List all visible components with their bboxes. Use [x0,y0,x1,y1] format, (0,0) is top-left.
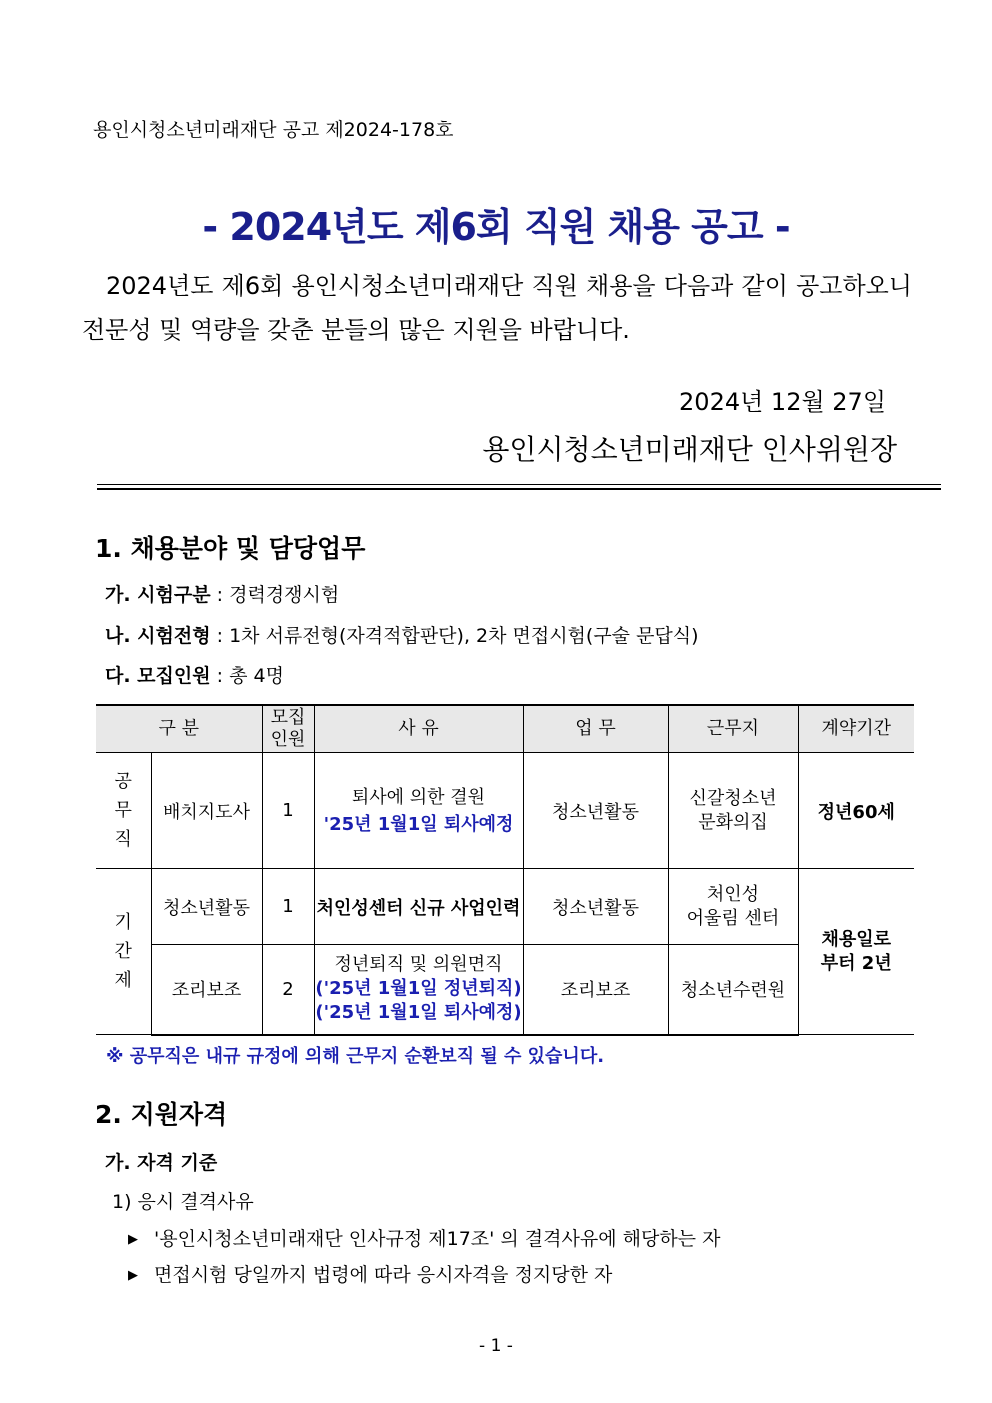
exam-process-value: : 1차 서류전형(자격적합판단), 2차 면접시험(구술 문답식) [210,625,699,647]
header-duty: 업 무 [523,705,668,753]
page-number: - 1 - [479,1336,513,1356]
exam-type-value: : 경력경쟁시험 [210,584,340,606]
table-row [96,945,914,1035]
duty-cell: 조리보조 [523,945,668,1035]
header-location: 근무지 [668,705,798,753]
intro-paragraph: 2024년도 제6회 용인시청소년미래재단 직원 채용을 다음과 같이 공고하오니 전문성 및 역량을 갖춘 분들의 많은 지원을 바랍니다. [82,272,912,344]
recruit-count-label: 다. 모집인원 [105,665,211,687]
group-type-permanent: 공 무 직 [96,753,151,869]
qualification-subtitle: 가. 자격 기준 [105,1152,218,1174]
recruit-count-value: : 총 4명 [210,665,284,687]
position-cell: 조리보조 [151,945,262,1035]
location-cell: 청소년수련원 [668,945,798,1035]
exam-process-label: 나. 시험전형 [105,625,211,647]
exam-type-label: 가. 시험구분 [105,584,211,606]
position-cell: 배치지도사 [151,753,262,869]
header-reason: 사 유 [314,705,523,753]
header-category: 구 분 [96,705,262,753]
contract-cell: 정년60세 [798,753,914,869]
header-divider-thin [97,484,941,485]
triangle-bullet-icon: ▶ [128,1232,138,1247]
exam-type-item [105,580,339,607]
table-header-row [96,705,914,753]
notice-signer: 용인시청소년미래재단 인사위원장 [482,433,897,466]
location-cell: 신갈청소년 문화의집 [668,753,798,869]
header-divider-thick [97,488,941,490]
duty-cell: 청소년활동 [523,753,668,869]
disqualification-heading: 1) 응시 결격사유 [112,1191,254,1213]
count-cell: 1 [262,869,314,945]
recruit-count-item [105,661,284,688]
header-count: 모집 인원 [262,705,314,753]
section1-title: 1. 채용분야 및 담당업무 [95,534,366,563]
table-row [96,753,914,869]
recruitment-table [96,704,914,1036]
list-item: ▶ 면접시험 당일까지 법령에 따라 응시자격을 정지당한 자 [128,1264,613,1286]
position-cell: 청소년활동 [151,869,262,945]
duty-cell: 청소년활동 [523,869,668,945]
table-row [96,869,914,945]
section2-title: 2. 지원자격 [95,1100,228,1129]
triangle-bullet-icon: ▶ [128,1268,138,1283]
reason-cell: 정년퇴직 및 의원면직 ('25년 1월1일 정년퇴직) ('25년 1월1일 퇴사예정) [314,945,523,1035]
reason-cell: 처인성센터 신규 사업인력 [314,869,523,945]
notice-number: 용인시청소년미래재단 공고 제2024-178호 [93,119,454,141]
contract-cell: 채용일로 부터 2년 [798,869,914,1035]
count-cell: 2 [262,945,314,1035]
notice-date: 2024년 12월 27일 [679,388,886,416]
table-footnote: ※ 공무직은 내규 규정에 의해 근무지 순환보직 될 수 있습니다. [106,1046,605,1067]
page-title: - 2024년도 제6회 직원 채용 공고 - [202,205,790,249]
exam-process-item [105,621,699,648]
reason-cell: 퇴사에 의한 결원 '25년 1월1일 퇴사예정 [314,753,523,869]
list-item: ▶ '용인시청소년미래재단 인사규정 제17조' 의 결격사유에 해당하는 자 [128,1228,721,1250]
header-contract: 계약기간 [798,705,914,753]
location-cell: 처인성 어울림 센터 [668,869,798,945]
count-cell: 1 [262,753,314,869]
group-type-fixed-term: 기 간 제 [96,869,151,1035]
